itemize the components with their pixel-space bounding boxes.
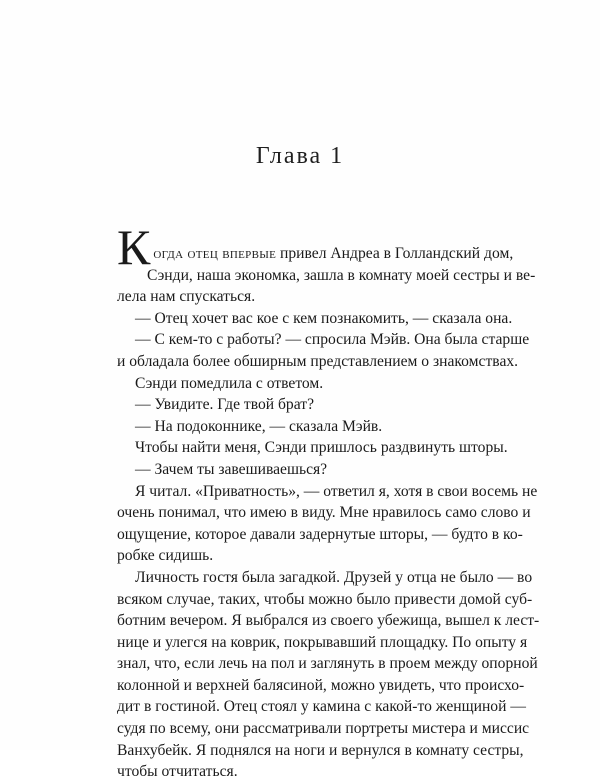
paragraph-line: Чтобы найти меня, Сэнди пришлось раздвинуть шторы. bbox=[135, 439, 508, 457]
dialog-line: и обладала более обширным представлением о знакомствах. bbox=[117, 352, 519, 370]
paragraph-line: очень понимал, что имею в виду. Мне нравилось само слово и bbox=[117, 504, 531, 522]
paragraph-line: судя по всему, они рассматривали портреты мистера и миссис bbox=[117, 720, 530, 738]
paragraph-line: чтобы отчитаться. bbox=[117, 763, 238, 781]
first-paragraph-line-1 bbox=[117, 218, 514, 275]
dialog-line: — Зачем ты завешиваешься? bbox=[135, 460, 328, 478]
paragraph-line: робке сидишь. bbox=[117, 547, 214, 565]
paragraph-line: Сэнди помедлила с ответом. bbox=[135, 374, 324, 392]
drop-cap: К bbox=[117, 218, 151, 275]
dialog-line: — Увидите. Где твой брат? bbox=[135, 396, 314, 414]
dialog-line: — С кем-то с работы? — спросила Мэйв. Она была старше bbox=[135, 331, 530, 349]
paragraph-line: нице и улегся на коврик, покрывавший площадку. По опыту я bbox=[117, 633, 528, 651]
first-paragraph-line-2: Сэнди, наша экономка, зашла в комнату моей сестры и ве- bbox=[147, 266, 536, 284]
small-caps-opening: огда отец впервые bbox=[153, 245, 277, 262]
first-paragraph-line-3: лела нам спускаться. bbox=[117, 288, 256, 306]
paragraph-line: всяком случае, таких, чтобы можно было привести домой суб- bbox=[117, 590, 533, 608]
chapter-title: Глава 1 bbox=[255, 143, 345, 169]
paragraph-line: Личность гостя была загадкой. Друзей у отца не было — во bbox=[135, 568, 533, 586]
chapter-body bbox=[117, 218, 540, 783]
paragraph-line: Ванхубейк. Я поднялся на ноги и вернулся в комнату сестры, bbox=[117, 741, 524, 759]
paragraph-line: Я читал. «Приватность», — ответил я, хотя в свои восемь не bbox=[135, 482, 538, 500]
first-line-rest: привел Андреа в Голландский дом, bbox=[276, 245, 514, 262]
paragraph-line: ботним вечером. Я выбрался из своего убежища, вышел к лест- bbox=[117, 612, 540, 630]
dialog-line: — На подоконнике, — сказала Мэйв. bbox=[135, 417, 383, 435]
first-line-text bbox=[153, 243, 513, 265]
paragraph-line: знал, что, если лечь на пол и заглянуть в проем между опорной bbox=[117, 655, 538, 673]
dialog-line: — Отец хочет вас кое с кем познакомить, — сказала она. bbox=[135, 309, 513, 327]
paragraph-line: ощущение, которое давали задернутые шторы, — будто в ко- bbox=[117, 525, 523, 543]
paragraph-line: дит в гостиной. Отец стоял у камина с какой-то женщиной — bbox=[117, 698, 526, 716]
paragraph-line: колонной и верхней балясиной, можно увидеть, что происхо- bbox=[117, 676, 525, 694]
